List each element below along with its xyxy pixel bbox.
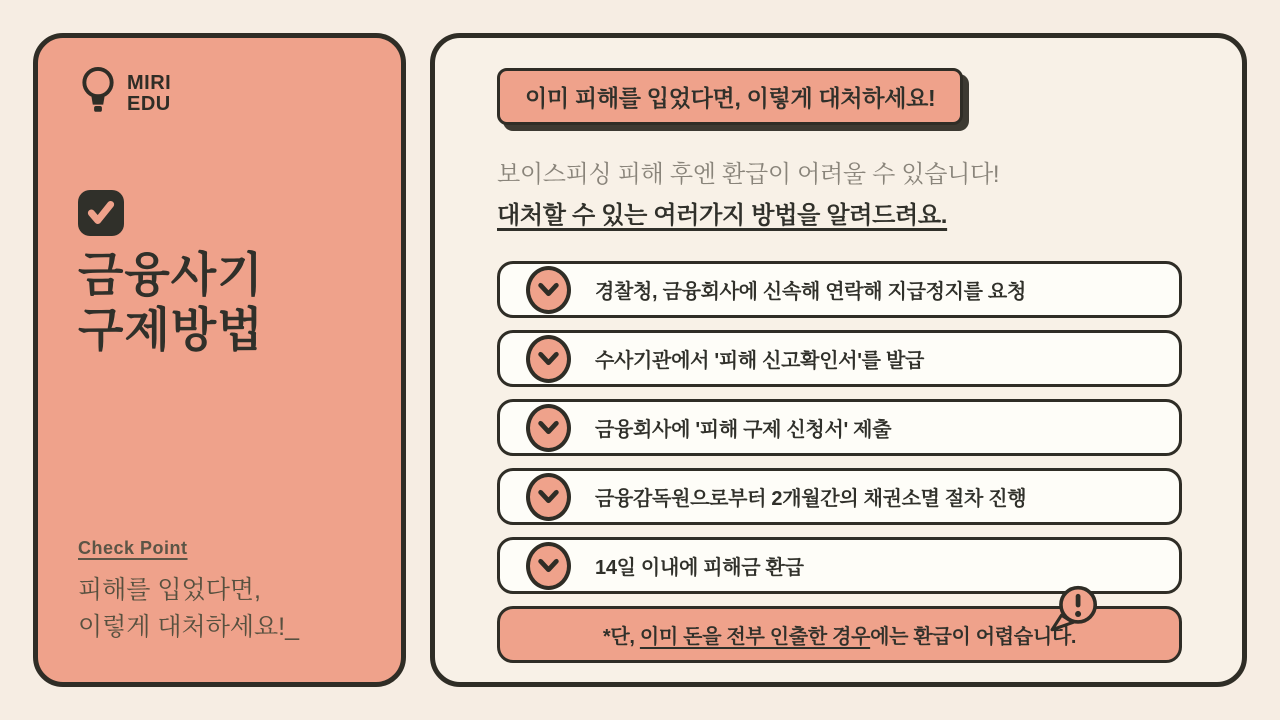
left-caption: 피해를 입었다면, 이렇게 대처하세요!_	[78, 575, 299, 642]
step-item	[497, 399, 1182, 456]
chevron-down-icon	[526, 542, 571, 590]
step-item	[497, 330, 1182, 387]
checkbox-icon	[78, 190, 124, 236]
step-text: 금융회사에 '피해 구제 신청서' 제출	[595, 419, 892, 441]
content-card	[430, 33, 1247, 687]
logo-text: MIRI EDU	[127, 72, 172, 115]
page-title: 금융사기 구제방법	[78, 248, 264, 356]
step-text: 경찰청, 금융회사에 신속해 연락해 지급정지를 요청	[595, 281, 1026, 303]
step-text: 수사기관에서 '피해 신고확인서'를 발급	[595, 350, 925, 372]
chevron-down-icon	[526, 266, 571, 314]
step-item	[497, 468, 1182, 525]
miri-edu-logo	[78, 65, 363, 122]
step-item	[497, 261, 1182, 318]
step-text: 금융감독원으로부터 2개월간의 채권소멸 절차 진행	[595, 488, 1027, 510]
exclamation-bubble-icon	[1049, 583, 1103, 637]
header-badge: 이미 피해를 입었다면, 이렇게 대처하세요!	[497, 68, 963, 125]
warning-banner	[497, 606, 1182, 663]
chevron-down-icon	[526, 473, 571, 521]
chevron-down-icon	[526, 404, 571, 452]
subtitle-line1: 보이스피싱 피해 후엔 환급이 어려울 수 있습니다!	[497, 161, 1000, 188]
warning-suffix: 에는 환급이 어렵습니다.	[870, 626, 1077, 648]
step-text: 14일 이내에 피해금 환급	[595, 557, 804, 579]
check-point-label: Check Point	[78, 537, 188, 558]
chevron-down-icon	[526, 335, 571, 383]
subtitle-line2: 대처할 수 있는 여러가지 방법을 알려드려요.	[497, 202, 948, 229]
steps-list	[497, 261, 1182, 594]
lightbulb-icon	[78, 65, 118, 122]
warning-underlined: 이미 돈을 전부 인출한 경우	[639, 626, 871, 648]
warning-prefix: *단,	[602, 626, 640, 648]
left-title-card	[33, 33, 406, 687]
